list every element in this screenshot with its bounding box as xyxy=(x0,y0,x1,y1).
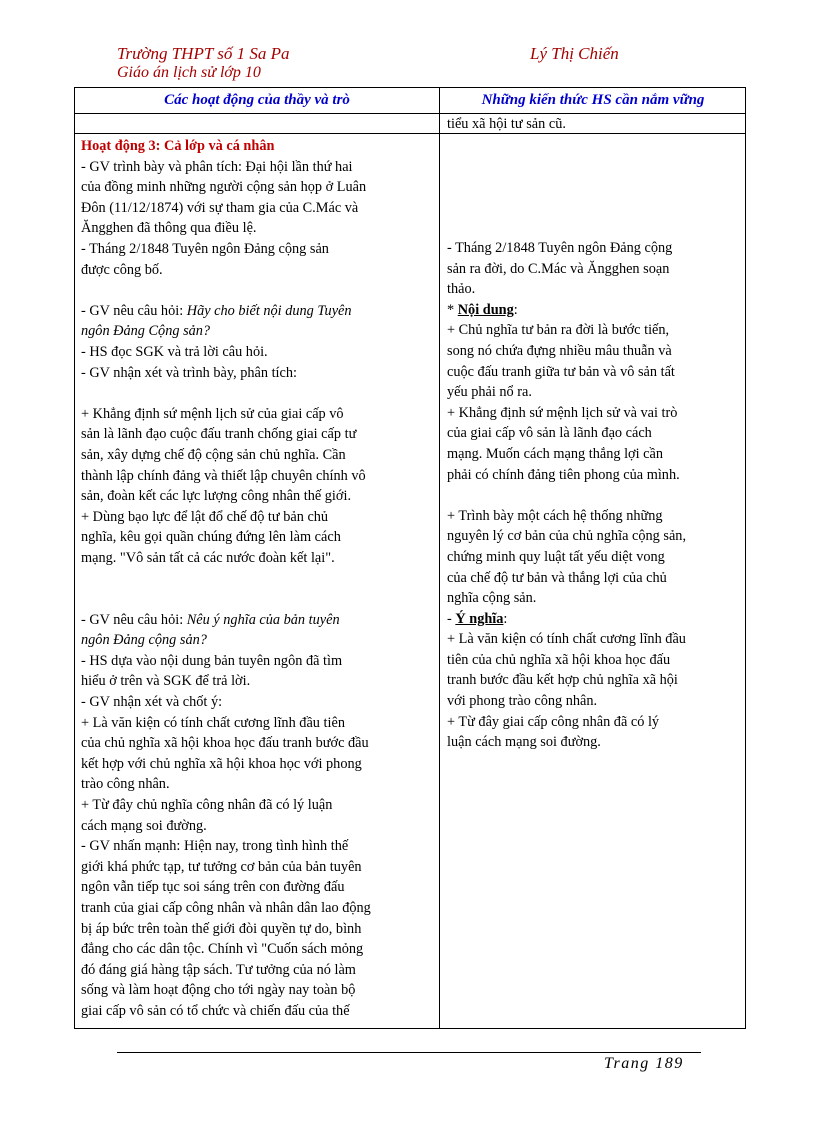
text-line: cách mạng soi đường. xyxy=(81,817,207,834)
text-line: - Tháng 2/1848 Tuyên ngôn Đảng cộng xyxy=(447,240,673,256)
text-line: nguyên lý cơ bản của chủ nghĩa cộng sản, xyxy=(447,528,687,545)
page-number: Trang 189 xyxy=(604,1055,684,1072)
column-header-knowledge: Những kiến thức HS cần nắm vững xyxy=(481,92,705,108)
text-line: hiểu ở trên và SGK để trả lời. xyxy=(81,673,251,690)
text-line: luận cách mạng soi đường. xyxy=(447,734,601,751)
teacher-name: Lý Thị Chiến xyxy=(530,44,619,63)
content-heading xyxy=(447,300,739,321)
text-line: - Tháng 2/1848 Tuyên ngôn Đảng cộng sản xyxy=(81,240,329,257)
meaning-heading-text: Ý nghĩa xyxy=(455,610,504,627)
question-text: Nêu ý nghĩa của bản tuyên xyxy=(186,611,340,628)
text-line: + Là văn kiện có tính chất cương lĩnh đầu xyxy=(447,631,686,648)
text-line: tranh của giai cấp công nhân và nhân dân lao động xyxy=(81,899,371,916)
text-line: sản ra đời, do C.Mác và Ăngghen soạn xyxy=(447,260,670,277)
text-line: mạng. Muốn cách mạng thắng lợi cần xyxy=(447,445,663,462)
text-line: tiên của chủ nghĩa xã hội khoa học đấu xyxy=(447,651,671,668)
bullet-prefix: - xyxy=(447,610,456,627)
text-line: được công bố. xyxy=(81,261,163,278)
question-2-cont: ngôn Đảng cộng sản? xyxy=(81,632,207,649)
activities-column xyxy=(81,136,435,1022)
text-line: ngôn vẫn tiếp tục soi sáng trên con đường đấu xyxy=(81,879,345,896)
text-line: với phong trào công nhân. xyxy=(447,693,598,710)
text-line: + Là văn kiện có tính chất cương lĩnh đầu tiên xyxy=(81,714,345,731)
heading-colon: : xyxy=(513,301,518,318)
question-text: Hãy cho biết nội dung Tuyên xyxy=(186,302,352,319)
text-line: - GV nhấn mạnh: Hiện nay, trong tình hình thế xyxy=(81,838,349,855)
text-line: trào công nhân. xyxy=(81,776,170,793)
text-line: của đồng minh những người cộng sản họp ở Luân xyxy=(81,179,367,196)
text-line: của chủ nghĩa xã hội khoa học đấu tranh bước đầu xyxy=(81,735,369,752)
text-line: song nó chứa đựng nhiều mâu thuẫn và xyxy=(447,342,672,359)
right-top-line xyxy=(447,114,739,135)
text-line: kết hợp với chủ nghĩa xã hội khoa học với phong xyxy=(81,755,362,772)
footer-divider xyxy=(117,1052,701,1053)
text-line: sản, đoàn kết các lực lượng công nhân thế giới. xyxy=(81,488,352,505)
meaning-heading xyxy=(447,609,739,630)
text-line: - GV trình bày và phân tích: Đại hội lần thứ hai xyxy=(81,158,353,175)
question-2 xyxy=(81,610,435,631)
bullet-prefix: * xyxy=(447,301,458,318)
text-line: của giai cấp vô sản là lãnh đạo cách xyxy=(447,425,652,442)
column-header-activities: Các hoạt động của thầy và trò xyxy=(164,92,350,108)
text-line: đó đáng giá hàng tập sách. Tư tưởng của nó làm xyxy=(81,961,356,978)
column-divider xyxy=(439,88,440,1028)
question-prefix: - GV nêu câu hỏi: xyxy=(81,611,187,628)
text-line: sản, xây dựng chế độ cộng sản chủ nghĩa. Cần xyxy=(81,446,346,463)
text-line: Ăngghen đã thông qua điều lệ. xyxy=(81,220,257,237)
text-line: + Khẳng định sứ mệnh lịch sử và vai trò xyxy=(447,404,678,421)
text-line: sản là lãnh đạo cuộc đấu tranh chống giai cấp tư xyxy=(81,426,357,443)
text-line: thảo. xyxy=(447,281,476,298)
question-1 xyxy=(81,301,435,322)
text-line: nghĩa, kêu gọi quần chúng đứng lên làm cách xyxy=(81,529,341,546)
text-line: phải có chính đảng tiên phong của mình. xyxy=(447,466,680,483)
text-line: tiểu xã hội tư sản cũ. xyxy=(447,116,566,132)
text-line: của chế độ tư bản và thắng lợi của chủ xyxy=(447,569,667,586)
text-line: đẳng cho các dân tộc. Chính vì "Cuốn sách mỏng xyxy=(81,941,364,958)
text-line: nghĩa cộng sản. xyxy=(447,590,537,607)
text-line: giai cấp vô sản có tổ chức và chiến đấu của thế xyxy=(81,1002,350,1019)
text-line: - GV nhận xét và chốt ý: xyxy=(81,694,223,711)
knowledge-column xyxy=(447,238,739,753)
school-name: Trường THPT số 1 Sa Pa xyxy=(117,44,290,63)
text-line: giới khá phức tạp, tư tưởng cơ bản của bản tuyên xyxy=(81,858,362,875)
question-prefix: - GV nêu câu hỏi: xyxy=(81,302,187,319)
question-1-cont: ngôn Đảng Cộng sản? xyxy=(81,323,211,340)
text-line: bị áp bức trên toàn thế giới đòi quyền tự do, bình xyxy=(81,920,362,937)
content-heading-text: Nội dung xyxy=(457,301,514,318)
text-line: tranh bước đầu kết hợp chủ nghĩa xã hội xyxy=(447,672,678,689)
text-line: - HS dựa vào nội dung bản tuyên ngôn đã tìm xyxy=(81,652,343,669)
text-line: + Từ đây giai cấp công nhân đã có lý xyxy=(447,713,660,730)
text-line: + Từ đây chủ nghĩa công nhân đã có lý luận xyxy=(81,797,333,813)
text-line: thành lập chính đảng và thiết lập chuyên chính vô xyxy=(81,467,366,484)
text-line: cuộc đấu tranh giữa tư bản và vô sản tất xyxy=(447,363,675,380)
text-line: chứng minh quy luật tất yếu diệt vong xyxy=(447,548,665,565)
text-line: + Chủ nghĩa tư bản ra đời là bước tiến, xyxy=(447,322,670,339)
text-line: sống và làm hoạt động cho tới ngày nay toàn bộ xyxy=(81,982,356,999)
heading-colon: : xyxy=(503,610,508,627)
text-line: - HS đọc SGK và trả lời câu hỏi. xyxy=(81,343,268,360)
text-line: Đôn (11/12/1874) với sự tham gia của C.Mác và xyxy=(81,199,359,216)
activity-title: Hoạt động 3: Cả lớp và cá nhân xyxy=(81,138,275,154)
text-line: - GV nhận xét và trình bày, phân tích: xyxy=(81,364,297,381)
text-line: mạng. "Vô sản tất cả các nước đoàn kết lại". xyxy=(81,549,335,566)
text-line: yếu phải nổ ra. xyxy=(447,384,532,401)
text-line: + Trình bày một cách hệ thống những xyxy=(447,507,663,524)
text-line: + Dùng bạo lực để lật đổ chế độ tư bản chủ xyxy=(81,508,329,525)
lesson-table xyxy=(74,87,746,1029)
subject-title: Giáo án lịch sử lớp 10 xyxy=(117,64,261,81)
text-line: + Khẳng định sứ mệnh lịch sử của giai cấp vô xyxy=(81,405,344,422)
